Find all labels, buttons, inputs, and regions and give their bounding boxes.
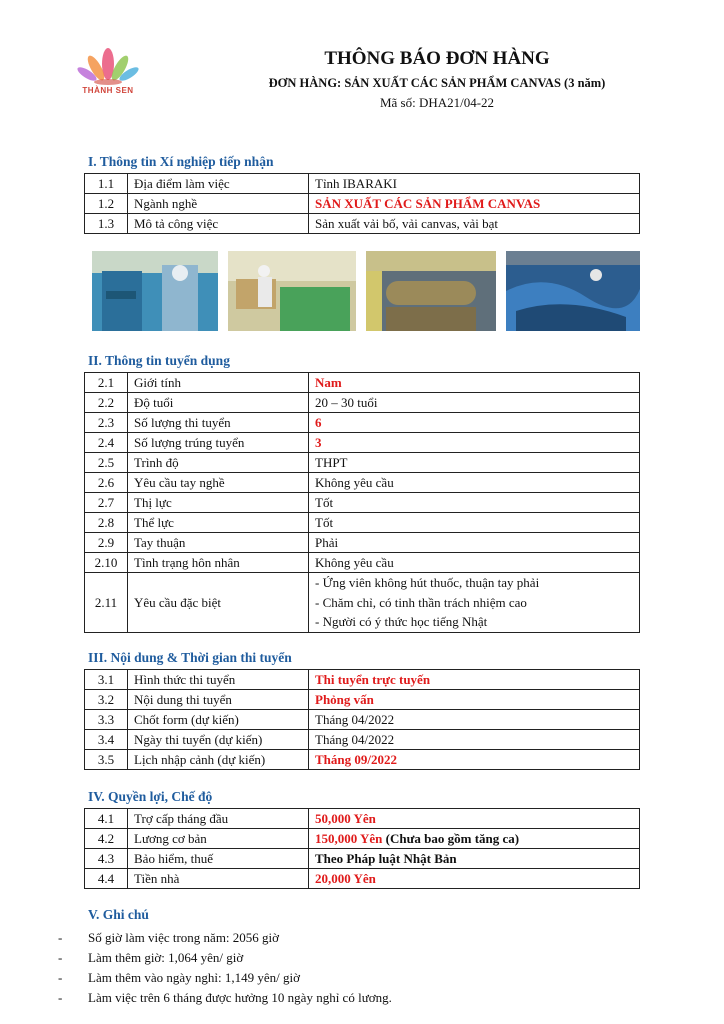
row-number: 1.3 [85, 214, 128, 234]
row-label: Giới tính [128, 373, 309, 393]
row-number: 3.5 [85, 750, 128, 770]
table-row [85, 513, 640, 533]
row-value: 20 – 30 tuổi [309, 393, 640, 413]
row-number: 2.8 [85, 513, 128, 533]
row-label: Ngày thi tuyển (dự kiến) [128, 730, 309, 750]
special-requirements [309, 573, 640, 633]
row-label: Thị lực [128, 493, 309, 513]
row-number: 4.3 [85, 849, 128, 869]
row-label: Số lượng thi tuyển [128, 413, 309, 433]
row-label: Nội dung thi tuyển [128, 690, 309, 710]
section-3-heading: III. Nội dung & Thời gian thi tuyển [88, 650, 292, 665]
lotus-logo-icon [72, 42, 144, 90]
page-subtitle: ĐƠN HÀNG: SẢN XUẤT CÁC SẢN PHẨM CANVAS (3 năm) [268, 76, 606, 90]
row-label: Bảo hiểm, thuế [128, 849, 309, 869]
row-number: 4.2 [85, 829, 128, 849]
row-label: Trình độ [128, 453, 309, 473]
order-code: Mã số: DHA21/04-22 [379, 95, 495, 110]
salary-amount: 150,000 Yên [315, 831, 383, 846]
section-3-table [84, 669, 640, 770]
table-row [85, 393, 640, 413]
bullet: - [58, 950, 63, 965]
row-label: Tiền nhà [128, 869, 309, 889]
row-label: Lương cơ bản [128, 829, 309, 849]
table-row [85, 829, 640, 849]
row-number: 2.2 [85, 393, 128, 413]
note-text: Số giờ làm việc trong năm: 2056 giờ [88, 930, 280, 945]
requirement-line: - Chăm chỉ, có tinh thần trách nhiệm cao [315, 594, 527, 610]
workplace-photo [366, 251, 496, 331]
logo-text: THÀNH SEN [82, 86, 134, 95]
row-value: Tháng 04/2022 [309, 730, 640, 750]
row-label: Thể lực [128, 513, 309, 533]
table-row [85, 433, 640, 453]
section-2-table [84, 372, 640, 633]
row-label: Yêu cầu đặc biệt [128, 573, 309, 633]
row-value: Theo Pháp luật Nhật Bản [309, 849, 640, 869]
section-1-table [84, 173, 640, 234]
row-number: 2.10 [85, 553, 128, 573]
requirement-line: - Ứng viên không hút thuốc, thuận tay phải [315, 575, 540, 590]
table-row [85, 730, 640, 750]
row-number: 4.4 [85, 869, 128, 889]
workplace-photo [506, 251, 640, 331]
row-value: 6 [309, 413, 640, 433]
section-4-table [84, 808, 640, 889]
row-number: 2.4 [85, 433, 128, 453]
table-row [85, 849, 640, 869]
table-row [85, 194, 640, 214]
row-label: Lịch nhập cảnh (dự kiến) [128, 750, 309, 770]
row-label: Tình trạng hôn nhân [128, 553, 309, 573]
row-value: 50,000 Yên [309, 809, 640, 829]
row-label: Địa điểm làm việc [128, 174, 309, 194]
section-4-heading: IV. Quyền lợi, Chế độ [88, 789, 213, 804]
row-number: 3.4 [85, 730, 128, 750]
row-label: Độ tuổi [128, 393, 309, 413]
section-2-heading: II. Thông tin tuyển dụng [88, 353, 230, 368]
table-row [85, 869, 640, 889]
row-label: Trợ cấp tháng đầu [128, 809, 309, 829]
workplace-photos [92, 251, 640, 331]
row-label: Ngành nghề [128, 194, 309, 214]
note-text: Làm việc trên 6 tháng được hưởng 10 ngày nghỉ có lương. [88, 990, 392, 1005]
row-value: THPT [309, 453, 640, 473]
row-label: Số lượng trúng tuyển [128, 433, 309, 453]
row-label: Mô tả công việc [128, 214, 309, 234]
table-row [85, 750, 640, 770]
row-number: 2.3 [85, 413, 128, 433]
row-number: 2.9 [85, 533, 128, 553]
row-value: Tốt [309, 493, 640, 513]
table-row [85, 553, 640, 573]
row-value: Tốt [309, 513, 640, 533]
row-number: 2.5 [85, 453, 128, 473]
row-value: Tháng 04/2022 [309, 710, 640, 730]
row-number: 2.7 [85, 493, 128, 513]
table-row [85, 373, 640, 393]
section-5-heading: V. Ghi chú [88, 907, 149, 922]
table-row [85, 690, 640, 710]
row-label: Chốt form (dự kiến) [128, 710, 309, 730]
table-row [85, 710, 640, 730]
row-number: 1.1 [85, 174, 128, 194]
row-number: 3.3 [85, 710, 128, 730]
row-value: Phải [309, 533, 640, 553]
row-number: 3.2 [85, 690, 128, 710]
section-1-heading: I. Thông tin Xí nghiệp tiếp nhận [88, 154, 274, 169]
workplace-photo [92, 251, 218, 331]
row-value: 3 [309, 433, 640, 453]
table-row [85, 573, 640, 633]
row-value: Phỏng vấn [309, 690, 640, 710]
row-label: Yêu cầu tay nghề [128, 473, 309, 493]
table-row [85, 174, 640, 194]
row-number: 4.1 [85, 809, 128, 829]
table-row [85, 473, 640, 493]
document-header [150, 46, 724, 112]
row-value: Tỉnh IBARAKI [309, 174, 640, 194]
row-label: Hình thức thi tuyển [128, 670, 309, 690]
workplace-photo [228, 251, 356, 331]
row-number: 3.1 [85, 670, 128, 690]
row-number: 2.1 [85, 373, 128, 393]
table-row [85, 809, 640, 829]
table-row [85, 214, 640, 234]
row-value: Không yêu cầu [309, 473, 640, 493]
row-number: 1.2 [85, 194, 128, 214]
note-text: Làm thêm giờ: 1,064 yên/ giờ [88, 950, 244, 965]
table-row [85, 453, 640, 473]
row-value: Nam [309, 373, 640, 393]
salary-note: (Chưa bao gồm tăng ca) [382, 831, 520, 846]
table-row [85, 493, 640, 513]
table-row [85, 670, 640, 690]
note-text: Làm thêm vào ngày nghỉ: 1,149 yên/ giờ [88, 970, 300, 985]
row-label: Tay thuận [128, 533, 309, 553]
row-value: Thi tuyển trực tuyến [309, 670, 640, 690]
requirement-line: - Người có ý thức học tiếng Nhật [315, 614, 488, 629]
row-number: 2.11 [85, 573, 128, 633]
row-value: Không yêu cầu [309, 553, 640, 573]
row-value: 20,000 Yên [309, 869, 640, 889]
bullet: - [58, 970, 63, 985]
row-value: SẢN XUẤT CÁC SẢN PHẨM CANVAS [309, 194, 640, 214]
row-value: Sản xuất vải bố, vải canvas, vải bạt [309, 214, 640, 234]
page-title: THÔNG BÁO ĐƠN HÀNG [324, 48, 550, 69]
row-number: 2.6 [85, 473, 128, 493]
row-value: Tháng 09/2022 [309, 750, 640, 770]
bullet: - [58, 990, 63, 1005]
table-row [85, 533, 640, 553]
row-value [309, 829, 640, 849]
table-row [85, 413, 640, 433]
bullet: - [58, 930, 63, 945]
